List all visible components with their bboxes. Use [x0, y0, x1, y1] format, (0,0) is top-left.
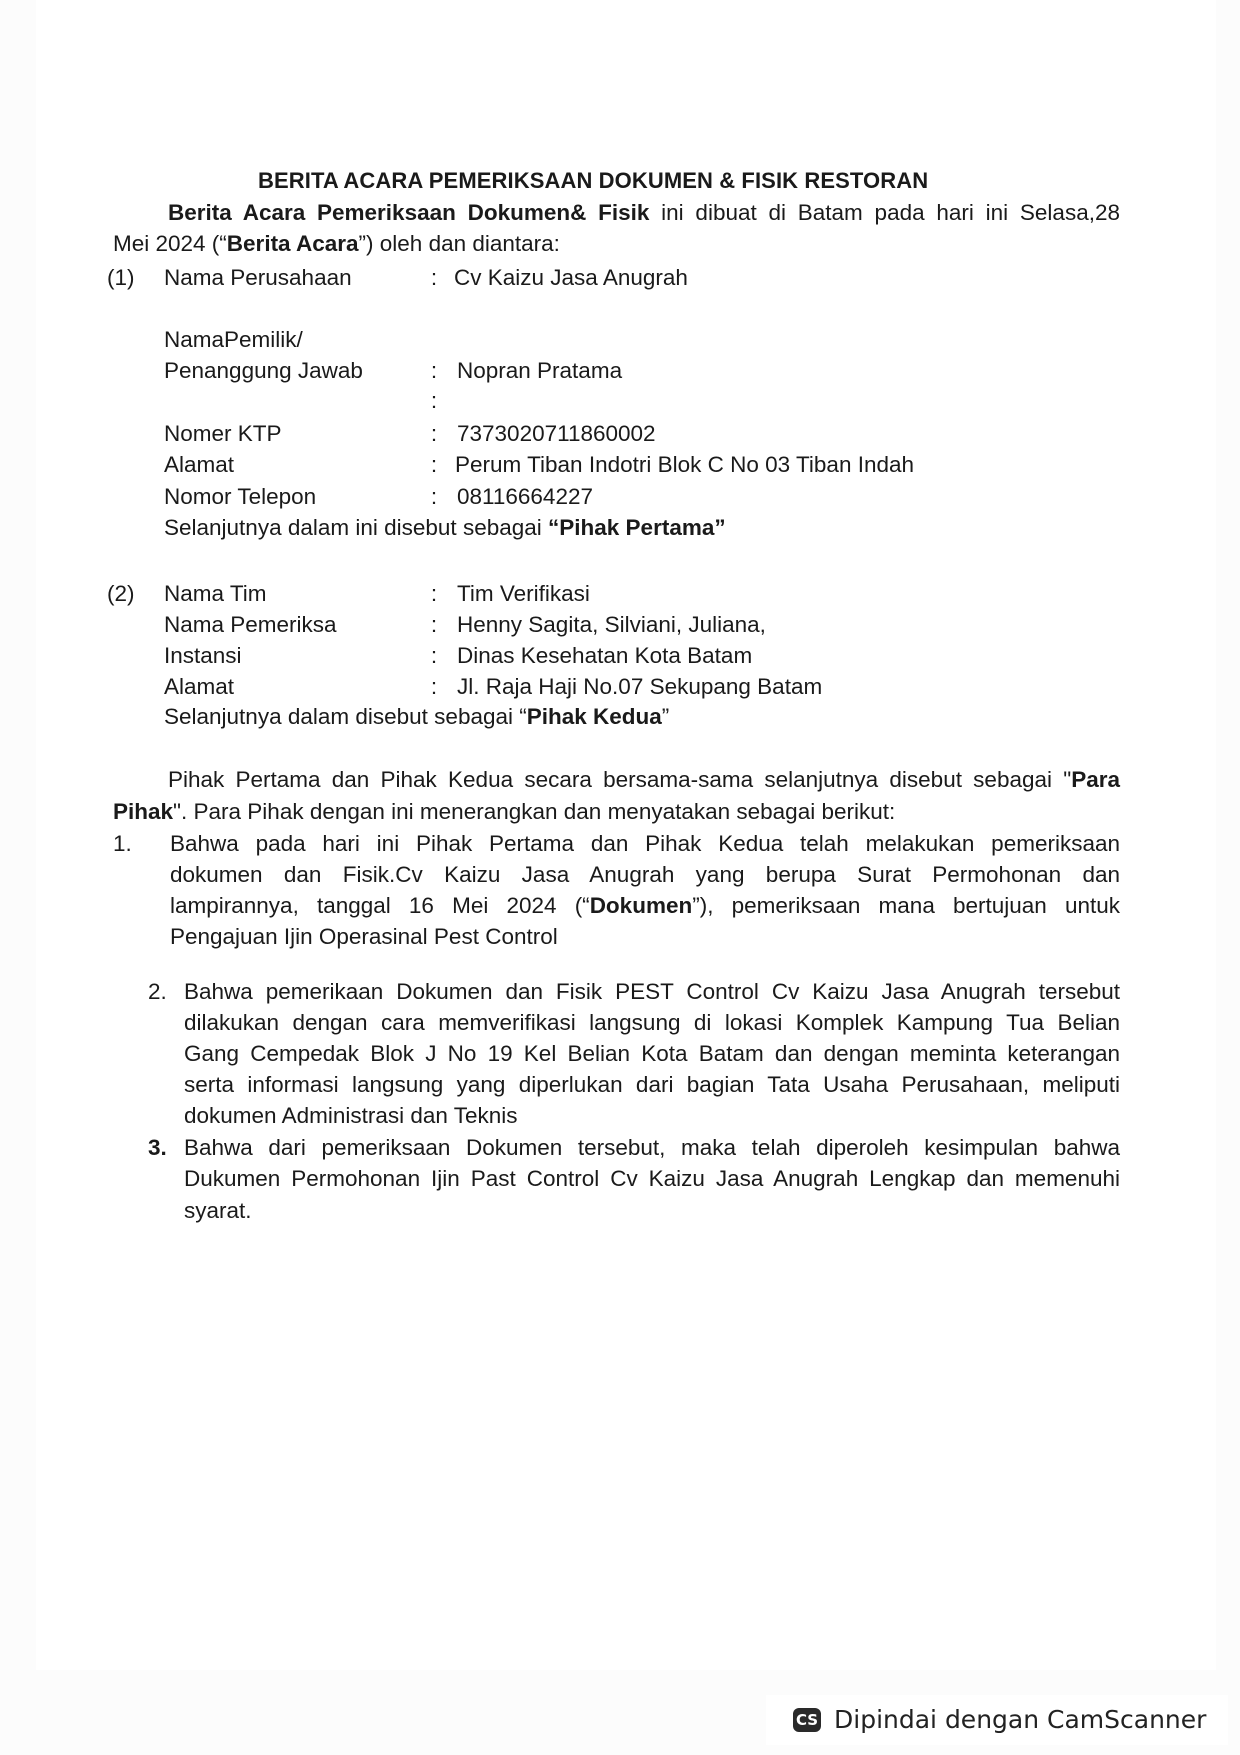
item-2-line-4: serta informasi langsung yang diperlukan dari bagian Tata Usaha Perusahaan, meliputi: [184, 1072, 1120, 1097]
party2-closing-bold: Pihak Kedua: [526, 704, 662, 729]
item-1-line-3-post: ”), pemeriksaan mana bertujuan untuk: [692, 893, 1120, 918]
item-1-line-3-bold: Dokumen: [589, 893, 693, 918]
item-3-line-1: Bahwa dari pemeriksaan Dokumen tersebut, maka telah diperoleh kesimpulan bahwa: [184, 1135, 1120, 1160]
party1-closing-bold: “Pihak Pertama”: [548, 515, 726, 540]
party1-phone-colon: :: [430, 484, 438, 509]
party2-agency-label: Instansi: [164, 643, 242, 668]
parties-line-2-post: ". Para Pihak dengan ini menerangkan dan menyatakan sebagai berikut:: [173, 799, 896, 824]
intro-line-1-rest: ini dibuat di Batam pada hari ini Selasa,28: [649, 200, 1120, 225]
document-title: BERITA ACARA PEMERIKSAAN DOKUMEN & FISIK RESTORAN: [258, 168, 929, 193]
item-1-line-3-pre: lampirannya, tanggal 16 Mei 2024 (“: [170, 893, 590, 918]
party2-address-value: Jl. Raja Haji No.07 Sekupang Batam: [457, 674, 823, 699]
item-1-line-3: [170, 890, 1120, 921]
party2-agency-value: Dinas Kesehatan Kota Batam: [457, 643, 753, 668]
item-1-number: 1.: [113, 831, 132, 856]
parties-line-1-pre: Pihak Pertama dan Pihak Kedua secara bersama-sama selanjutnya disebut sebagai ": [168, 767, 1072, 792]
item-2-line-2: dilakukan dengan cara memverifikasi langsung di lokasi Komplek Kampung Tua Belian: [184, 1010, 1120, 1035]
item-3-number: 3.: [148, 1135, 167, 1160]
item-2-number: 2.: [148, 979, 167, 1004]
party2-address-colon: :: [430, 674, 438, 699]
party2-closing-post: ”: [661, 704, 670, 729]
intro-line-2-bold: Berita Acara: [226, 231, 359, 256]
item-2-line-5: dokumen Administrasi dan Teknis: [184, 1103, 518, 1128]
party1-phone-label: Nomor Telepon: [164, 484, 317, 509]
party1-company-value: Cv Kaizu Jasa Anugrah: [454, 265, 688, 290]
party2-team-value: Tim Verifikasi: [457, 581, 590, 606]
item-3-line-2: Dukumen Permohonan Ijin Past Control Cv Kaizu Jasa Anugrah Lengkap dan memenuhi: [184, 1166, 1120, 1191]
party1-company-label: Nama Perusahaan: [164, 265, 352, 290]
item-2-line-3: Gang Cempedak Blok J No 19 Kel Belian Kota Batam dan dengan meminta keterangan: [184, 1041, 1120, 1066]
party1-phone-value: 08116664227: [457, 484, 593, 509]
intro-line-2: [113, 228, 560, 259]
party2-inspector-value: Henny Sagita, Silviani, Juliana,: [457, 612, 766, 637]
parties-line-1: [168, 764, 1120, 795]
party2-closing-pre: Selanjutnya dalam disebut sebagai “: [164, 704, 527, 729]
party1-ktp-label: Nomer KTP: [164, 421, 282, 446]
camscanner-logo-icon: CS: [793, 1708, 821, 1732]
item-3-line-3: syarat.: [184, 1198, 252, 1223]
party1-owner-label-1: NamaPemilik/: [164, 327, 303, 352]
intro-line-2-pre: Mei 2024 (“: [113, 231, 227, 256]
party2-agency-colon: :: [430, 643, 438, 668]
parties-line-1-bold: Para: [1071, 767, 1120, 792]
party2-team-label: Nama Tim: [164, 581, 267, 606]
parties-line-2-bold: Pihak: [113, 799, 174, 824]
party1-closing-pre: Selanjutnya dalam ini disebut sebagai: [164, 515, 549, 540]
intro-bold-lead: Berita Acara Pemeriksaan Dokumen& Fisik: [168, 200, 650, 225]
party1-owner-value: Nopran Pratama: [457, 358, 623, 383]
party1-ktp-colon: :: [430, 421, 438, 446]
party2-number: (2): [107, 581, 135, 606]
party1-company-colon: :: [430, 265, 438, 290]
party1-closing: [164, 512, 726, 543]
intro-line-2-post: ”) oleh dan diantara:: [358, 231, 560, 256]
party1-ktp-value: 7373020711860002: [457, 421, 656, 446]
party1-address-value: Perum Tiban Indotri Blok C No 03 Tiban Indah: [455, 452, 915, 477]
camscanner-watermark-text: Dipindai dengan CamScanner: [834, 1705, 1207, 1734]
party2-address-label: Alamat: [164, 674, 235, 699]
item-1-line-4: Pengajuan Ijin Operasinal Pest Control: [170, 924, 558, 949]
party1-address-label: Alamat: [164, 452, 235, 477]
party1-address-colon: :: [430, 452, 438, 477]
item-1-line-2: dokumen dan Fisik.Cv Kaizu Jasa Anugrah yang berupa Surat Permohonan dan: [170, 862, 1120, 887]
party1-owner-label-2: Penanggung Jawab: [164, 358, 363, 383]
party1-blank-colon: :: [430, 388, 438, 413]
party2-closing: [164, 701, 669, 732]
item-2-line-1: Bahwa pemerikaan Dokumen dan Fisik PEST Control Cv Kaizu Jasa Anugrah tersebut: [184, 979, 1120, 1004]
party1-owner-colon: :: [430, 358, 438, 383]
party2-inspector-colon: :: [430, 612, 438, 637]
parties-line-2: [113, 796, 895, 827]
item-1-line-1: Bahwa pada hari ini Pihak Pertama dan Pihak Kedua telah melakukan pemeriksaan: [170, 831, 1120, 856]
party2-team-colon: :: [430, 581, 438, 606]
intro-line-1: [168, 197, 1120, 228]
party1-number: (1): [107, 265, 135, 290]
party2-inspector-label: Nama Pemeriksa: [164, 612, 337, 637]
